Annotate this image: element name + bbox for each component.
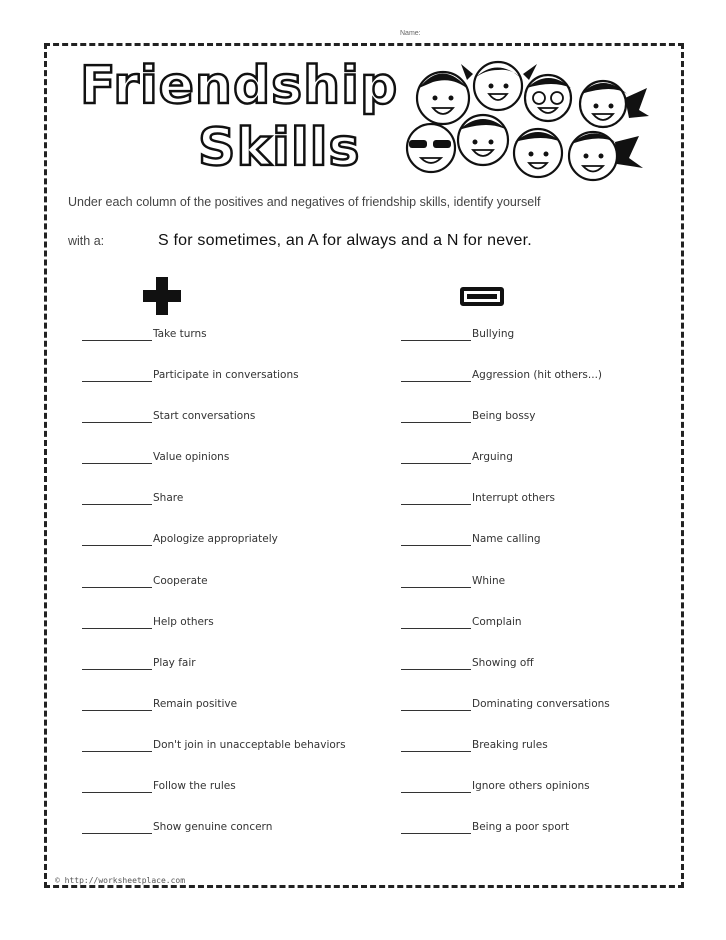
negative-item: Dominating conversations [401,698,610,739]
title-friendship: Friendship [80,56,399,116]
answer-blank[interactable] [82,616,152,629]
answer-blank[interactable] [82,328,152,341]
positive-item: Play fair [82,657,346,698]
answer-blank[interactable] [401,575,471,588]
positive-item: Participate in conversations [82,369,346,410]
positive-item: Value opinions [82,451,346,492]
answer-blank[interactable] [82,739,152,752]
name-label: Name: [400,30,421,37]
instructions-text: Under each column of the positives and negatives of friendship skills, identify yourself [68,195,541,209]
negative-item: Complain [401,616,610,657]
minus-icon [460,287,504,306]
plus-icon [143,277,181,315]
key-line [68,232,532,250]
positive-item: Take turns [82,328,346,369]
answer-blank[interactable] [82,698,152,711]
title-skills: Skills [198,118,361,178]
answer-blank[interactable] [82,575,152,588]
negative-item: Ignore others opinions [401,780,610,821]
answer-blank[interactable] [401,451,471,464]
negatives-list [401,328,610,862]
negative-item: Whine [401,575,610,616]
positive-item: Don't join in unacceptable behaviors [82,739,346,780]
key-lead: with a: [68,234,105,248]
answer-blank[interactable] [401,533,471,546]
negative-item: Aggression (hit others...) [401,369,610,410]
negative-item: Breaking rules [401,739,610,780]
positive-item: Show genuine concern [82,821,346,862]
positive-item: Apologize appropriately [82,533,346,574]
answer-blank[interactable] [82,821,152,834]
negative-item: Interrupt others [401,492,610,533]
negative-item: Name calling [401,533,610,574]
answer-blank[interactable] [401,739,471,752]
answer-blank[interactable] [82,657,152,670]
answer-blank[interactable] [401,657,471,670]
answer-blank[interactable] [401,821,471,834]
footer-credit: © http://worksheetplace.com [55,876,186,885]
positive-item: Help others [82,616,346,657]
negative-item: Bullying [401,328,610,369]
answer-blank[interactable] [401,616,471,629]
answer-blank[interactable] [82,451,152,464]
answer-blank[interactable] [401,328,471,341]
kids-faces-illustration [403,58,653,183]
positive-item: Start conversations [82,410,346,451]
positives-list [82,328,346,862]
positive-item: Cooperate [82,575,346,616]
key-legend: S for sometimes, an A for always and a N for never. [158,232,532,249]
answer-blank[interactable] [82,780,152,793]
answer-blank[interactable] [82,369,152,382]
answer-blank[interactable] [401,410,471,423]
negative-item: Showing off [401,657,610,698]
positive-item: Share [82,492,346,533]
negative-item: Arguing [401,451,610,492]
answer-blank[interactable] [82,410,152,423]
answer-blank[interactable] [401,780,471,793]
answer-blank[interactable] [82,533,152,546]
positive-item: Remain positive [82,698,346,739]
positive-item: Follow the rules [82,780,346,821]
answer-blank[interactable] [401,369,471,382]
negative-item: Being a poor sport [401,821,610,862]
negative-item: Being bossy [401,410,610,451]
answer-blank[interactable] [82,492,152,505]
answer-blank[interactable] [401,492,471,505]
answer-blank[interactable] [401,698,471,711]
